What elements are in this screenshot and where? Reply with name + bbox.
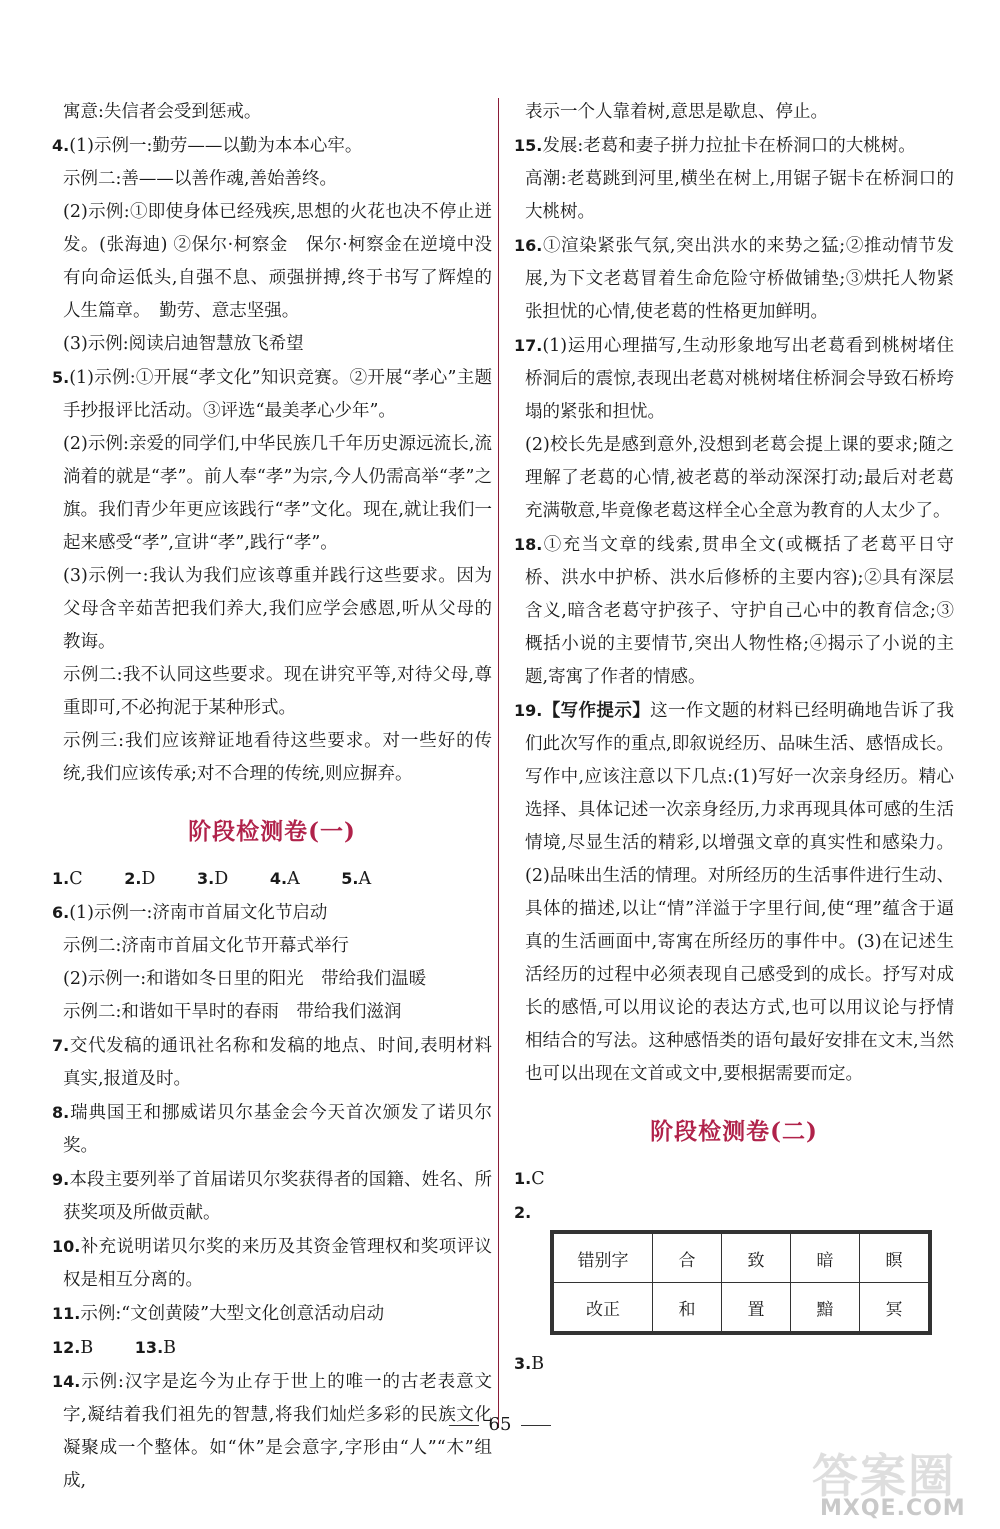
mc-answer: 2.D: [124, 869, 156, 889]
answer-5-example2: 示例二:我不认同这些要求。现在讲究平等,对待父母,尊重即可,不必拘泥于某种形式。: [63, 665, 492, 718]
answer-15: 15.发展:老葛和妻子拼力拉扯卡在桥洞口的大桃树。: [514, 136, 916, 156]
table-cell: 瞑: [860, 1234, 929, 1283]
answer-17-part2: (2)校长先是感到意外,没想到老葛会提上课的要求;随之理解了老葛的心情,被老葛的举动深深打动;最后对老葛充满敬意,毕竟像老葛这样全心全意为教育的人太少了。: [525, 435, 954, 521]
answer-10: 10.补充说明诺贝尔奖的来历及其资金管理权和奖项评议权是相互分离的。: [52, 1237, 492, 1290]
section-title-2: 阶段检测卷(二): [650, 1118, 818, 1145]
text-line: 表示一个人靠着树,意思是歇息、停止。: [525, 102, 829, 122]
answer-4: 4.(1)示例一:勤劳——以勤为本本心牢。: [52, 136, 363, 156]
answer-4-part3: (3)示例:阅读启迪智慧放飞希望: [63, 334, 304, 354]
mc-answer: 3.D: [197, 869, 229, 889]
table-cell: 置: [722, 1283, 791, 1332]
column-divider: [498, 98, 499, 1428]
answer-17: 17.(1)运用心理描写,生动形象地写出老葛看到桃树堵住桥洞后的震惊,表现出老葛对桃树堵住桥洞会导致石桥垮塌的紧张和担忧。: [514, 336, 954, 422]
answer-7: 7.交代发稿的通讯社名称和发稿的地点、时间,表明材料真实,报道及时。: [52, 1036, 492, 1089]
answer-15-climax: 高潮:老葛跳到河里,横坐在树上,用锯子锯卡在桥洞口的大桃树。: [525, 169, 954, 222]
table-cell: 暗: [791, 1234, 860, 1283]
table-cell: 和: [653, 1283, 722, 1332]
answer-19: 19.【写作提示】这一作文题的材料已经明确地告诉了我们此次写作的重点,即叙说经历、品味生活、感悟成长。写作中,应该注意以下几点:(1)写好一次亲身经历。精心选择、具体记述一次亲身经历,力求再现具体可感的生活情境,尽显生活的精彩,以增强文章的真实性和感染力。(2)品味出生活的情理。对所经历的生活事件进行生动、具体的描述,以让“情”洋溢于字里行间,使“理”蕴含于逼真的生活画面中,寄寓在所经历的事件中。(3)在记述生活经历的过程中必须表现自己感受到的成长。抒写对成长的感悟,可以用议论的表达方式,也可以用议论与抒情相结合的写法。这种感悟类的语句最好安排在文末,当然也可以出现在文首或文中,要根据需要而定。: [514, 701, 955, 1084]
correction-table: [550, 1230, 932, 1335]
answer-12-13: [52, 1331, 492, 1365]
answer-6-part2: (2)示例一:和谐如冬日里的阳光 带给我们温暖: [63, 969, 427, 989]
answer-4-example2: 示例二:善——以善作魂,善始善终。: [63, 169, 337, 189]
answer-5-example3: 示例三:我们应该辩证地看待这些要求。对一些好的传统,我们应该传承;对不合理的传统,则应摒弃。: [63, 731, 492, 784]
answer-3: 3.B: [514, 1354, 545, 1374]
answer-9: 9.本段主要列举了首届诺贝尔奖获得者的国籍、姓名、所获奖项及所做贡献。: [52, 1170, 492, 1223]
mc-answer: 1.C: [52, 869, 83, 889]
mc-answer: 12.B: [52, 1338, 94, 1358]
answer-6-example2: 示例二:济南市首届文化节开幕式举行: [63, 936, 349, 956]
table-header-cell: 改正: [554, 1283, 653, 1332]
watermark-logo: 答案圈: [812, 1449, 956, 1503]
answer-2: 2.: [514, 1203, 532, 1222]
table-cell: 致: [722, 1234, 791, 1283]
answer-5: 5.(1)示例:①开展“孝文化”知识竞赛。②开展“孝心”主题手抄报评比活动。③评选“最美孝心少年”。: [52, 368, 492, 421]
page-number: 65: [488, 1414, 512, 1435]
section-title-1: 阶段检测卷(一): [188, 818, 356, 845]
table-cell: 冥: [860, 1283, 929, 1332]
answer-5-part2: (2)示例:亲爱的同学们,中华民族几千年历史源远流长,流淌着的就是“孝”。前人奉“孝”为宗,今人仍需高举“孝”之旗。我们青少年更应该践行“孝”文化。现在,就让我们一起来感受“孝”,宣讲“孝”,践行“孝”。: [63, 434, 492, 553]
answer-8: 8.瑞典国王和挪威诺贝尔基金会今天首次颁发了诺贝尔奖。: [52, 1103, 492, 1156]
mc-answer: 4.A: [269, 869, 300, 889]
table-row: [554, 1283, 929, 1332]
answer-4-part2: (2)示例:①即使身体已经残疾,思想的火花也决不停止迸发。(张海迪) ②保尔·柯察金 保尔·柯察金在逆境中没有向命运低头,自强不息、顽强拼搏,终于书写了辉煌的人生篇章。 勤劳、意志坚强。: [63, 202, 492, 321]
table-header-cell: 错别字: [554, 1234, 653, 1283]
mc-answer: 13.B: [134, 1338, 177, 1358]
answer-18: 18.①充当文章的线索,贯串全文(或概括了老葛平日守桥、洪水中护桥、洪水后修桥的主要内容);②具有深层含义,暗含老葛守护孩子、守护自己心中的教育信念;③概括小说的主要情节,突出人物性格;④揭示了小说的主题,寄寓了作者的情感。: [514, 535, 954, 687]
table-cell: 合: [653, 1234, 722, 1283]
watermark-url: MXQE.COM: [820, 1496, 966, 1521]
answer-11: 11.示例:“文创黄陵”大型文化创意活动启动: [52, 1304, 385, 1324]
answer-1: 1.C: [514, 1169, 545, 1189]
table-row: [554, 1234, 929, 1283]
page-footer: [0, 1414, 1000, 1435]
answer-6: 6.(1)示例一:济南市首届文化节启动: [52, 903, 328, 923]
text-line: 寓意:失信者会受到惩戒。: [63, 102, 262, 122]
answer-16: 16.①渲染紧张气氛,突出洪水的来势之猛;②推动情节发展,为下文老葛冒着生命危险守桥做铺垫;③烘托人物紧张担忧的心情,使老葛的性格更加鲜明。: [514, 236, 954, 322]
footer-dash: [449, 1425, 479, 1426]
answer-6-part2-example2: 示例二:和谐如干旱时的春雨 带给我们滋润: [63, 1002, 402, 1022]
left-column: [52, 96, 492, 1498]
footer-dash: [521, 1425, 551, 1426]
answer-5-part3: (3)示例一:我认为我们应该尊重并践行这些要求。因为父母含辛茹苦把我们养大,我们应学会感恩,听从父母的教诲。: [63, 566, 492, 652]
mc-answer: 5.A: [341, 869, 372, 889]
right-column: [514, 96, 954, 1381]
mc-answers: [52, 862, 492, 896]
table-cell: 黯: [791, 1283, 860, 1332]
answer-14: 14.示例:汉字是迄今为止存于世上的唯一的古老表意文字,凝结着我们祖先的智慧,将我们灿烂多彩的民族文化凝聚成一个整体。如“休”是会意字,字形由“人”“木”组成,: [52, 1372, 492, 1491]
writing-tip-tag: 【写作提示】: [542, 701, 651, 721]
